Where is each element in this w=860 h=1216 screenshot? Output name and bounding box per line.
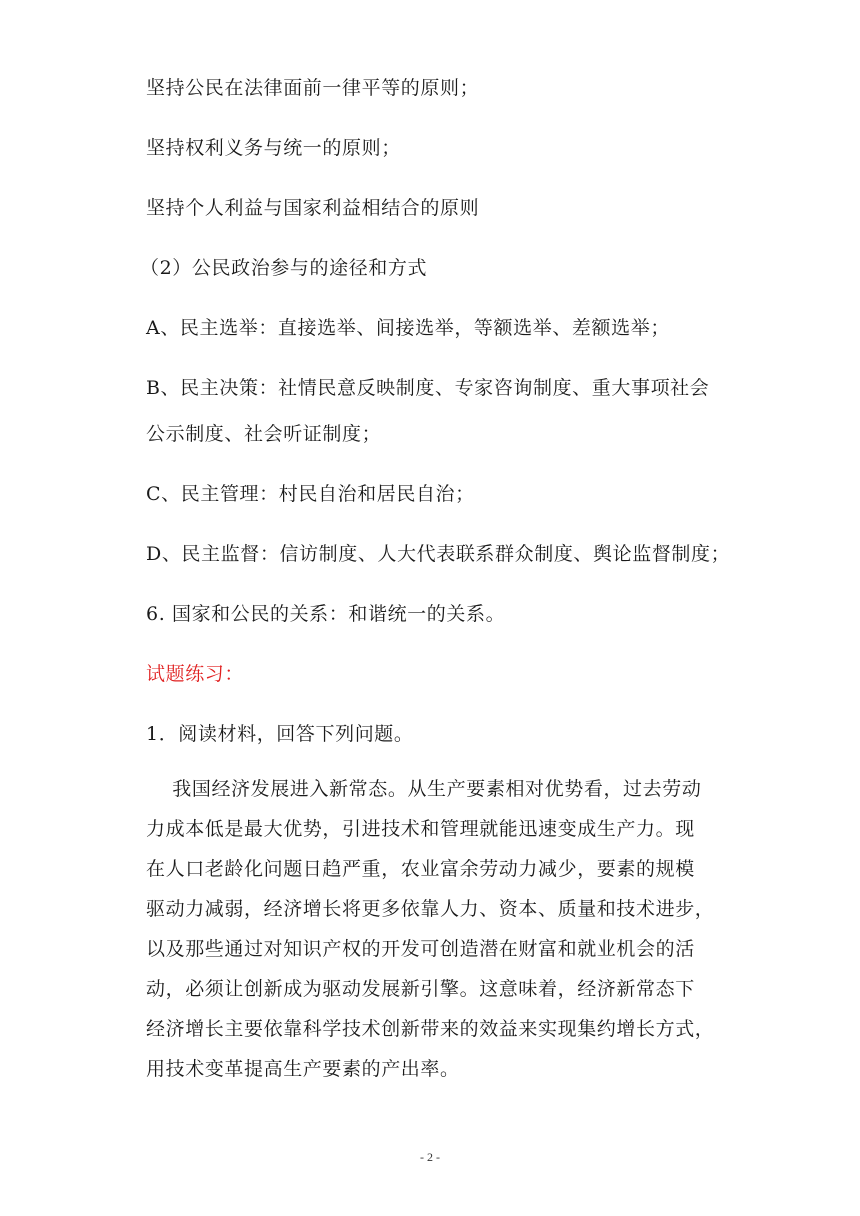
exercise-heading: 试题练习：	[146, 663, 245, 685]
state-citizen-relation: 6. 国家和公民的关系：和谐统一的关系。	[146, 603, 506, 625]
question-1: 1．阅读材料，回答下列问题。	[146, 723, 414, 745]
material-line: 经济增长主要依靠科学技术创新带来的效益来实现集约增长方式，	[146, 1018, 715, 1040]
item-c-management: C、民主管理：村民自治和居民自治；	[146, 483, 475, 505]
material-line: 以及那些通过对知识产权的开发可创造潜在财富和就业机会的活	[146, 938, 695, 960]
material-line: 在人口老龄化问题日趋严重，农业富余劳动力减少，要素的规模	[146, 858, 695, 880]
material-paragraph	[146, 775, 726, 1095]
material-line: 我国经济发展进入新常态。从生产要素相对优势看，过去劳动	[146, 778, 702, 800]
material-line: 用技术变革提高生产要素的产出率。	[146, 1058, 460, 1080]
item-b-decision-line2: 公示制度、社会听证制度；	[146, 423, 382, 445]
item-b-decision-line1: B、民主决策：社情民意反映制度、专家咨询制度、重大事项社会	[146, 377, 710, 399]
principle-equality-line: 坚持公民在法律面前一律平等的原则；	[146, 77, 480, 99]
section-heading-participation: （2）公民政治参与的途径和方式	[140, 257, 428, 279]
item-d-supervision: D、民主监督：信访制度、人大代表联系群众制度、舆论监督制度；	[146, 543, 731, 565]
principle-rights-duties-line: 坚持权利义务与统一的原则；	[146, 137, 401, 159]
item-a-election: A、民主选举：直接选举、间接选举，等额选举、差额选举；	[146, 317, 670, 339]
page-number: - 2 -	[420, 1150, 440, 1164]
principle-interests-line: 坚持个人利益与国家利益相结合的原则	[146, 197, 480, 219]
material-line: 驱动力减弱，经济增长将更多依靠人力、资本、质量和技术进步，	[146, 898, 715, 920]
material-line: 力成本低是最大优势，引进技术和管理就能迅速变成生产力。现	[146, 818, 695, 840]
material-line: 动，必须让创新成为驱动发展新引擎。这意味着，经济新常态下	[146, 978, 695, 1000]
